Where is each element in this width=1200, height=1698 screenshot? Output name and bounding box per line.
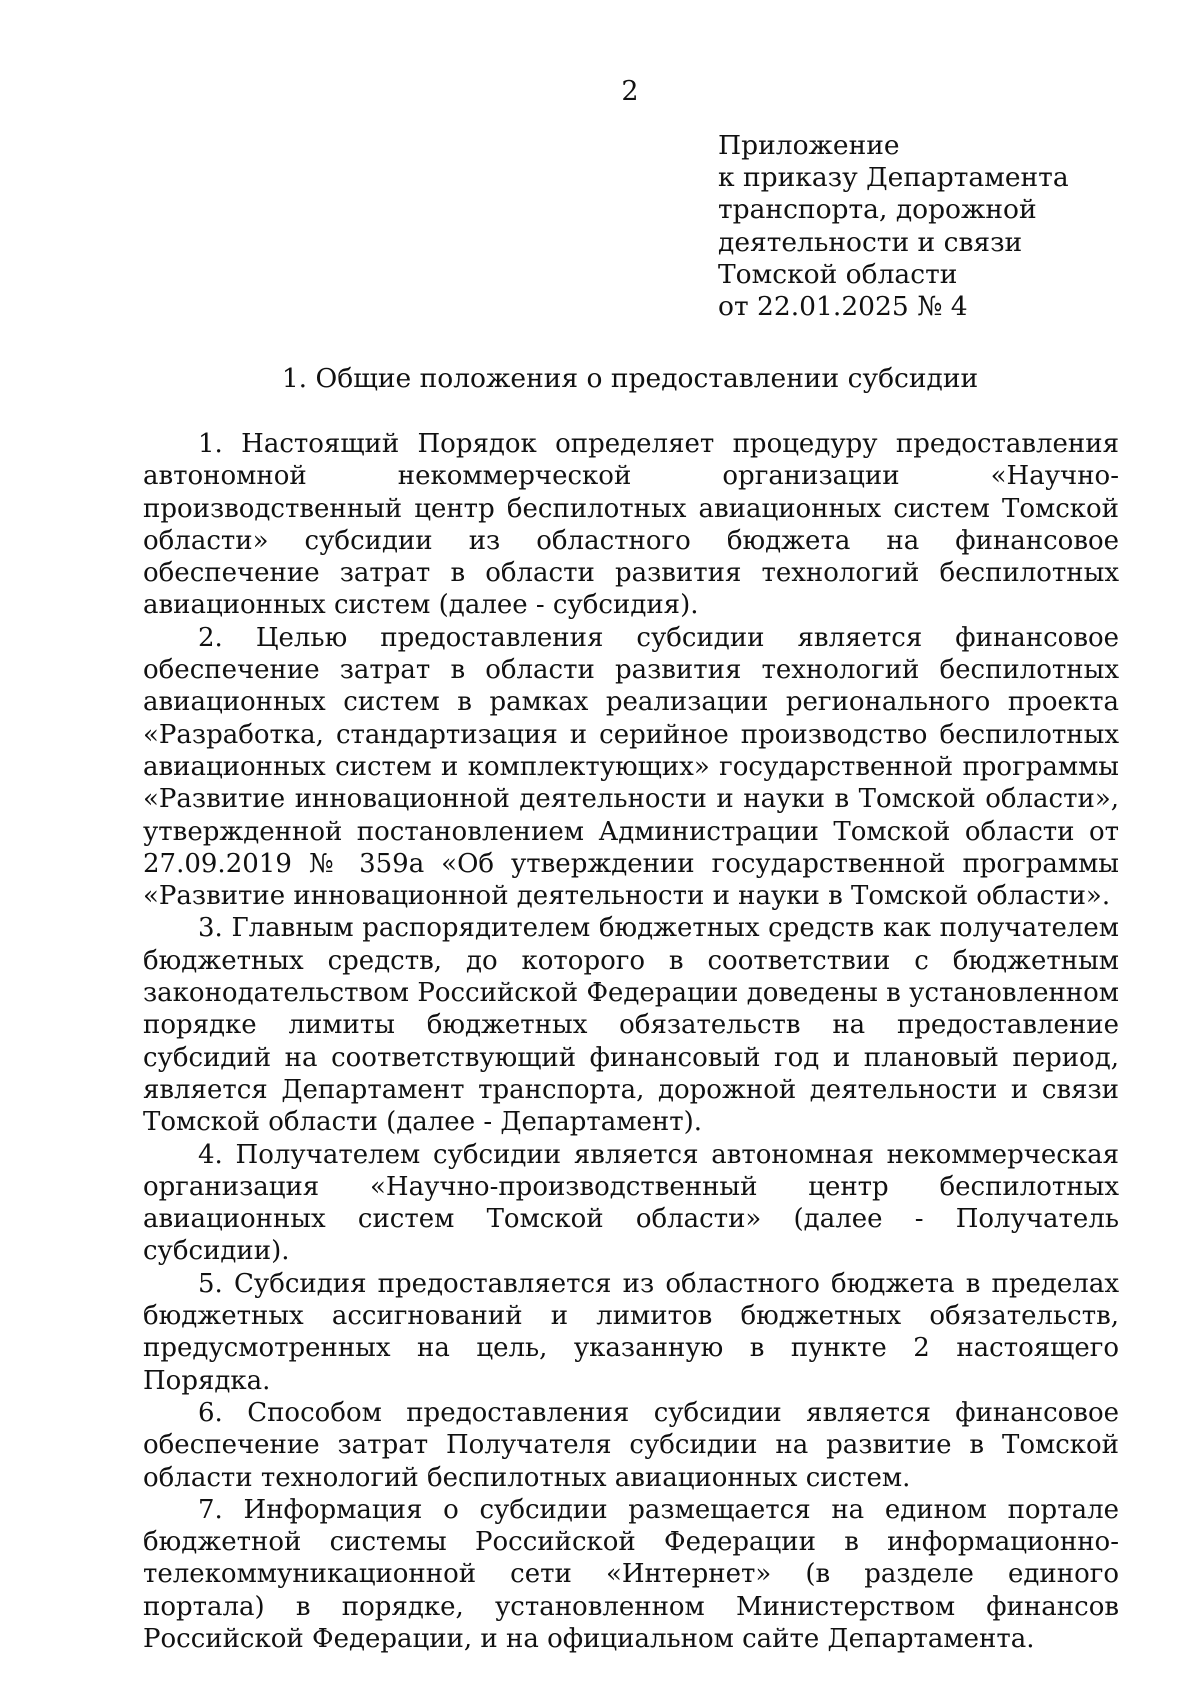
appendix-line: транспорта, дорожной: [718, 194, 1037, 226]
appendix-line: Приложение: [718, 130, 900, 161]
appendix-block: [718, 130, 1069, 323]
appendix-line: деятельности и связи: [718, 226, 1023, 258]
paragraph-5: 5. Субсидия предоставляется из областного бюджета в пределах бюджетных ассигнований и лимитов бюджетных обязательств, предусмотренных на цель, указанную в пункте 2 настоящего Порядка.: [143, 1268, 1119, 1396]
paragraph-1: 1. Настоящий Порядок определяет процедуру предоставления автономной некоммерческой организации «Научно-производственный центр беспилотных авиационных систем Томской области» субсидии из областного бюджета на финансовое обеспечение затрат в области развития технологий беспилотных авиационных систем (далее - субсидия).: [143, 429, 1119, 621]
appendix-line: от 22.01.2025 № 4: [718, 291, 968, 323]
paragraph-3: 3. Главным распорядителем бюджетных средств как получателем бюджетных средств, до которого в соответствии с бюджетным законодательством Российской Федерации доведены в установленном порядке лимиты бюджетных обязательств на предоставление субсидий на соответствующий финансовый год и плановый период, является Департамент транспорта, дорожной деятельности и связи Томской области (далее - Департамент).: [143, 913, 1119, 1138]
page-number: 2: [621, 76, 639, 107]
appendix-line: Томской области: [718, 258, 958, 290]
appendix-line: к приказу Департамента: [718, 162, 1069, 194]
paragraph-4: 4. Получателем субсидии является автономная некоммерческая организация «Научно-производственный центр беспилотных авиационных систем Томской области» (далее - Получатель субсидии).: [143, 1139, 1119, 1267]
section-title: 1. Общие положения о предоставлении субсидии: [281, 363, 979, 394]
document-body: [143, 428, 1119, 1655]
paragraph-7: 7. Информация о субсидии размещается на едином портале бюджетной системы Российской Федерации в информационно-телекоммуникационной сети «Интернет» (в разделе единого портала) в порядке, установленном Министерством финансов Российской Федерации, и на официальном сайте Департамента.: [143, 1494, 1119, 1654]
paragraph-6: 6. Способом предоставления субсидии является финансовое обеспечение затрат Получателя субсидии на развитие в Томской области технологий беспилотных авиационных систем.: [143, 1397, 1119, 1493]
paragraph-2: 2. Целью предоставления субсидии является финансовое обеспечение затрат в области развития технологий беспилотных авиационных систем в рамках реализации регионального проекта «Разработка, стандартизация и серийное производство беспилотных авиационных систем и комплектующих» государственной программы «Развитие инновационной деятельности и науки в Томской области», утвержденной постановлением Администрации Томской области от 27.09.2019 № 359а «Об утверждении государственной программы «Развитие инновационной деятельности и науки в Томской области».: [143, 622, 1119, 912]
